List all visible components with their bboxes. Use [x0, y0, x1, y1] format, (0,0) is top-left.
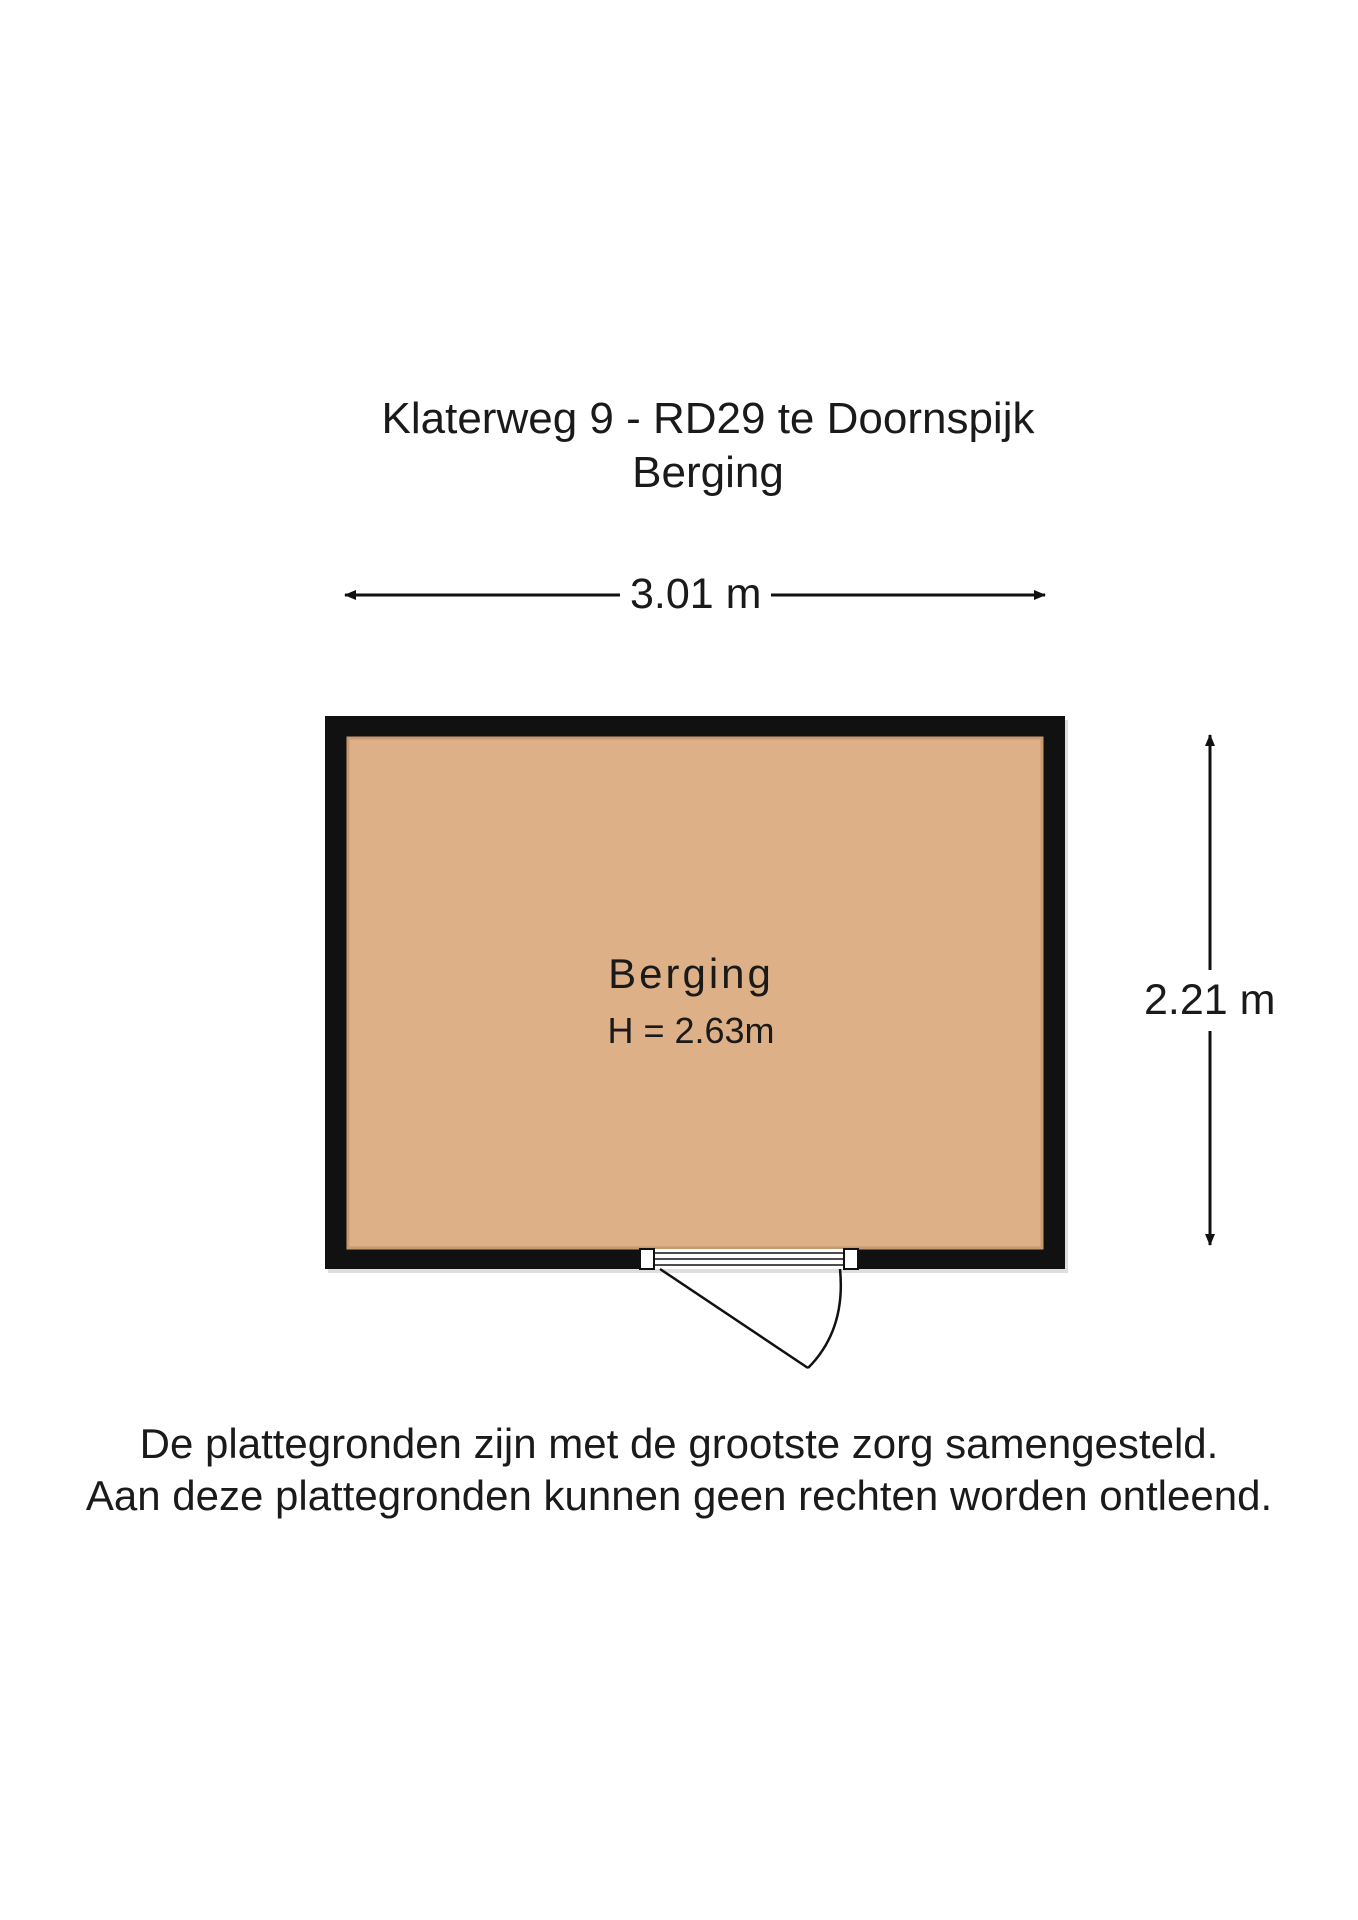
- door-jamb-left: [640, 1249, 654, 1269]
- floor-title: Berging: [632, 448, 784, 497]
- disclaimer-line-1: De plattegronden zijn met de grootste zorg samengesteld.: [139, 1420, 1219, 1467]
- room-height-label: H = 2.63m: [607, 1010, 775, 1051]
- depth-dimension-label: 2.21 m: [1140, 970, 1279, 1031]
- disclaimer: [0, 1418, 1358, 1522]
- door-leaf: [660, 1269, 808, 1368]
- disclaimer-line-2: Aan deze plattegronden kunnen geen rechten worden ontleend.: [85, 1472, 1273, 1519]
- room-name-label: Berging: [608, 950, 774, 997]
- door-swing-arc: [808, 1269, 841, 1368]
- address-title: Klaterweg 9 - RD29 te Doornspijk: [381, 394, 1035, 443]
- width-dimension-label: 3.01 m: [620, 570, 771, 619]
- door-jamb-right: [844, 1249, 858, 1269]
